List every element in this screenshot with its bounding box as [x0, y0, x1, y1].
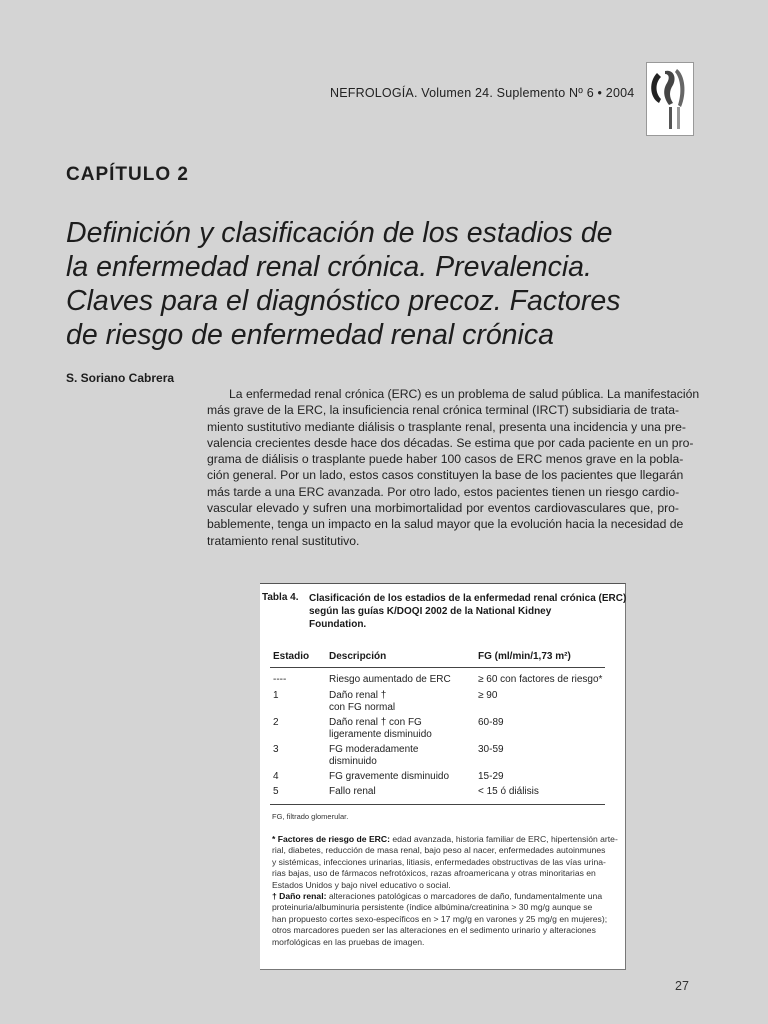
header-description: Descripción [329, 651, 387, 662]
table-cell-stage: 2 [273, 717, 279, 728]
paragraph-line: bablemente, tenga un impacto en la salud mayor que la evolución hacia la necesidad de [207, 517, 684, 532]
paragraph-line: valencia crecientes desde hace dos décadas. Se estima que por cada paciente en un pro- [207, 435, 694, 450]
footnote-risk-label: * Factores de riesgo de ERC: [272, 834, 390, 844]
page-number: 27 [675, 979, 689, 993]
footnote-line: Estados Unidos y bajo nivel educativo o social. [272, 879, 451, 890]
table-cell-fg: 30-59 [478, 744, 504, 755]
chapter-heading: CAPÍTULO 2 [66, 164, 189, 185]
table-cell-stage: 5 [273, 786, 279, 797]
header-rule [270, 667, 605, 668]
footnote-line: otros marcadores pueden ser las alteraciones en el sedimento urinario y alteraciones [272, 925, 596, 936]
footnote-line: han propuesto cortes sexo-específicos en > 17 mg/g en varones y 25 mg/g en mujeres); [272, 913, 608, 924]
table-bottom-rule [270, 804, 605, 805]
footnote-line: proteinuria/albuminuria persistente (índice albúmina/creatinina > 30 mg/g aunque se [272, 902, 593, 913]
paragraph-line: La enfermedad renal crónica (ERC) es un problema de salud pública. La manifestación [229, 387, 700, 401]
paragraph-line: miento sustitutivo mediante diálisis o trasplante renal, presenta una incidencia y una pre- [207, 419, 686, 434]
table-cell-stage: 3 [273, 744, 279, 755]
table-cell-description: Daño renal † con FG normal [329, 690, 396, 713]
caption-line: Clasificación de los estadios de la enfermedad renal crónica (ERC) [309, 593, 627, 604]
title-line: de riesgo de enfermedad renal crónica [66, 319, 554, 351]
footnote-line: rias bajas, uso de fármacos nefrotóxicos, razas afroamericana y otras minoritarias en [272, 868, 596, 879]
title-line: Claves para el diagnóstico precoz. Factores [66, 285, 621, 317]
table-cell-description: Fallo renal [329, 786, 376, 797]
table-cell-stage: ---- [273, 674, 287, 685]
table-footnotes [272, 834, 618, 948]
table-cell-stage: 4 [273, 771, 279, 782]
paragraph-line: grama de diálisis o trasplante puede haber 100 casos de ERC menos grave en la pobla- [207, 452, 684, 467]
paragraph-line: vascular elevado y sufren una morbimortalidad por eventos cardiovasculares que, pro- [207, 501, 679, 516]
paragraph-line: más tarde a una ERC avanzada. Por otro lado, estos pacientes tienen un riesgo cardio- [207, 484, 680, 499]
caption-line: Foundation. [309, 619, 367, 630]
table-cell-fg: 60-89 [478, 717, 504, 728]
table-cell-fg: < 15 ó diálisis [478, 786, 539, 797]
author-name: S. Soriano Cabrera [66, 371, 175, 385]
header-fg: FG (ml/min/1,73 m²) [478, 651, 571, 662]
caption-line: según las guías K/DOQI 2002 de la National Kidney [309, 606, 552, 617]
journal-header: NEFROLOGÍA. Volumen 24. Suplemento Nº 6 • 2004 [330, 86, 635, 100]
footnote-damage-label: † Daño renal: [272, 891, 327, 902]
article-title [66, 216, 686, 352]
table-caption [309, 592, 627, 631]
title-line: la enfermedad renal crónica. Prevalencia. [66, 251, 592, 283]
ckd-stages-table [260, 583, 626, 970]
footnote-line: † Daño renal: alteraciones patológicas o marcadores de daño, fundamentalmente una [272, 891, 603, 902]
header-stage: Estadio [273, 651, 310, 662]
table-cell-description: FG moderadamente disminuido [329, 744, 419, 767]
table-cell-fg: ≥ 60 con factores de riesgo* [478, 674, 603, 685]
footnote-line: * Factores de riesgo de ERC: edad avanzada, historia familiar de ERC, hipertensión arte- [272, 834, 618, 844]
table-cell-description: FG gravemente disminuido [329, 771, 450, 782]
footnote-line: y sistémicas, infecciones urinarias, litiasis, enfermedades obstructivas de las vías urina- [272, 856, 606, 867]
paragraph-line: más grave de la ERC, la insuficiencia renal crónica terminal (IRCT) subsidiaria de trata- [207, 403, 680, 418]
journal-logo-icon [646, 62, 694, 136]
table-cell-fg: ≥ 90 [478, 690, 498, 701]
table-cell-description: Daño renal † con FG ligeramente disminuido [329, 717, 432, 740]
table-cell-stage: 1 [273, 690, 279, 701]
abbreviation-note: FG, filtrado glomerular. [272, 812, 349, 821]
table-cell-fg: 15-29 [478, 771, 504, 782]
table-label: Tabla 4. [262, 592, 299, 603]
footnote-line: morfológicas en las pruebas de imagen. [272, 936, 425, 947]
intro-paragraph [207, 386, 700, 549]
table-cell-description: Riesgo aumentado de ERC [329, 674, 451, 685]
paragraph-line: ción general. Por un lado, estos casos constituyen la base de los pacientes que llegarán [207, 468, 684, 483]
title-line: Definición y clasificación de los estadios de [66, 217, 613, 249]
footnote-line: rial, diabetes, reducción de masa renal, bajo peso al nacer, enfermedades autoinmunes [272, 845, 606, 856]
paragraph-line: tratamiento renal sustitutivo. [207, 533, 360, 548]
